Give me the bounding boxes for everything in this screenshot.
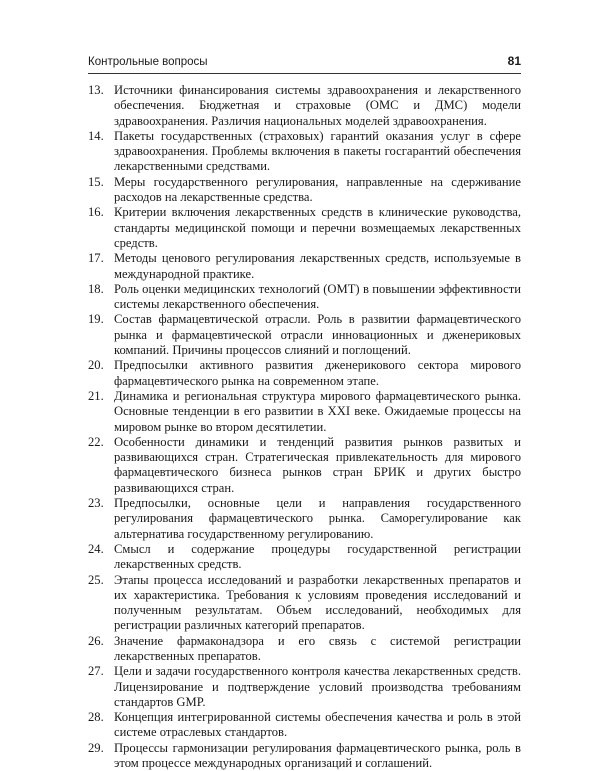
question-number: 19.	[88, 312, 104, 327]
question-number: 28.	[88, 710, 104, 725]
question-list	[88, 83, 521, 771]
question-item	[88, 542, 521, 573]
question-number: 23.	[88, 496, 104, 511]
question-text: Источники финансирования системы здравоохранения и лекарственного обеспечения. Бюджетная и страховые (ОМС и ДМС) модели здравоохранения. Различия национальных моделей здравоохранения.	[114, 83, 521, 128]
question-number: 25.	[88, 572, 104, 587]
question-number: 22.	[88, 434, 104, 449]
question-text: Состав фармацевтической отрасли. Роль в развитии фармацевтического рынка и фармацевтической отрасли инновационных и дженериковых компаний. Причины процессов слияний и поглощений.	[114, 312, 521, 358]
question-text: Значение фармаконадзора и его связь с системой регистрации лекарственных препаратов.	[114, 633, 521, 663]
question-text: Цели и задачи государственного контроля качества лекарственных средств. Лицензирование и подтверждение условий производства требованиям стандартов GMP.	[114, 664, 521, 709]
question-text: Процессы гармонизации регулирования фармацевтического рынка, роль в этом процессе международных организаций и соглашений.	[114, 740, 521, 771]
question-item	[88, 282, 521, 313]
question-item	[88, 389, 521, 435]
question-text: Этапы процесса исследований и разработки лекарственных препаратов и их характеристика. Требования к условиям проведения исследований и полученным результатам. Объем исследований, необходимых для регистрации различных категорий препаратов.	[114, 572, 521, 633]
question-number: 18.	[88, 281, 104, 296]
question-item	[88, 251, 521, 282]
running-head	[88, 54, 521, 74]
question-text: Смысл и содержание процедуры государственной регистрации лекарственных средств.	[114, 541, 521, 572]
question-item	[88, 496, 521, 542]
question-item	[88, 83, 521, 129]
question-number: 17.	[88, 251, 104, 266]
question-number: 13.	[88, 83, 104, 97]
document-page	[88, 54, 521, 771]
question-item	[88, 664, 521, 710]
question-item	[88, 175, 521, 206]
question-text: Предпосылки, основные цели и направления государственного регулирования фармацевтического рынка. Саморегулирование как альтернатива государственному регулированию.	[114, 496, 521, 541]
question-item	[88, 205, 521, 251]
question-text: Пакеты государственных (страховых) гарантий оказания услуг в сфере здравоохранения. Проблемы включения в пакеты госгарантий обеспечения лекарственными средствами.	[114, 128, 521, 174]
question-text: Критерии включения лекарственных средств в клинические руководства, стандарты медицинской помощи и перечни возмещаемых лекарственных средств.	[114, 205, 521, 250]
question-item	[88, 573, 521, 634]
question-number: 21.	[88, 388, 104, 403]
question-number: 20.	[88, 358, 104, 373]
question-item	[88, 312, 521, 358]
question-item	[88, 741, 521, 771]
question-item	[88, 358, 521, 389]
question-text: Динамика и региональная структура мирового фармацевтического рынка. Основные тенденции в его развитии в XXI веке. Ожидаемые процессы на мировом рынке во втором десятилетии.	[114, 388, 521, 434]
question-number: 29.	[88, 740, 104, 755]
question-text: Предпосылки активного развития дженерикового сектора мирового фармацевтического рынка на современном этапе.	[114, 358, 521, 388]
question-number: 16.	[88, 205, 104, 220]
question-item	[88, 435, 521, 496]
question-number: 14.	[88, 128, 104, 143]
page-number: 81	[507, 54, 521, 68]
question-text: Концепция интегрированной системы обеспечения качества и роль в этой системе отраслевых стандартов.	[114, 710, 521, 740]
section-title: Контрольные вопросы	[88, 56, 208, 68]
question-number: 24.	[88, 541, 104, 556]
question-text: Меры государственного регулирования, направленные на сдерживание расходов на лекарственные средства.	[114, 174, 521, 205]
question-item	[88, 710, 521, 741]
question-number: 15.	[88, 174, 104, 189]
question-text: Роль оценки медицинских технологий (ОМТ) в повышении эффективности системы лекарственного обеспечения.	[114, 281, 521, 312]
question-text: Методы ценового регулирования лекарственных средств, используемые в международной практике.	[114, 251, 521, 281]
question-number: 26.	[88, 633, 104, 648]
question-item	[88, 129, 521, 175]
question-number: 27.	[88, 664, 104, 679]
question-text: Особенности динамики и тенденций развития рынков развитых и развивающихся стран. Стратегическая привлекательность для мирового фармацевтического бизнеса рынков стран БРИК и других быстро развивающихся стран.	[114, 434, 521, 495]
question-item	[88, 634, 521, 665]
